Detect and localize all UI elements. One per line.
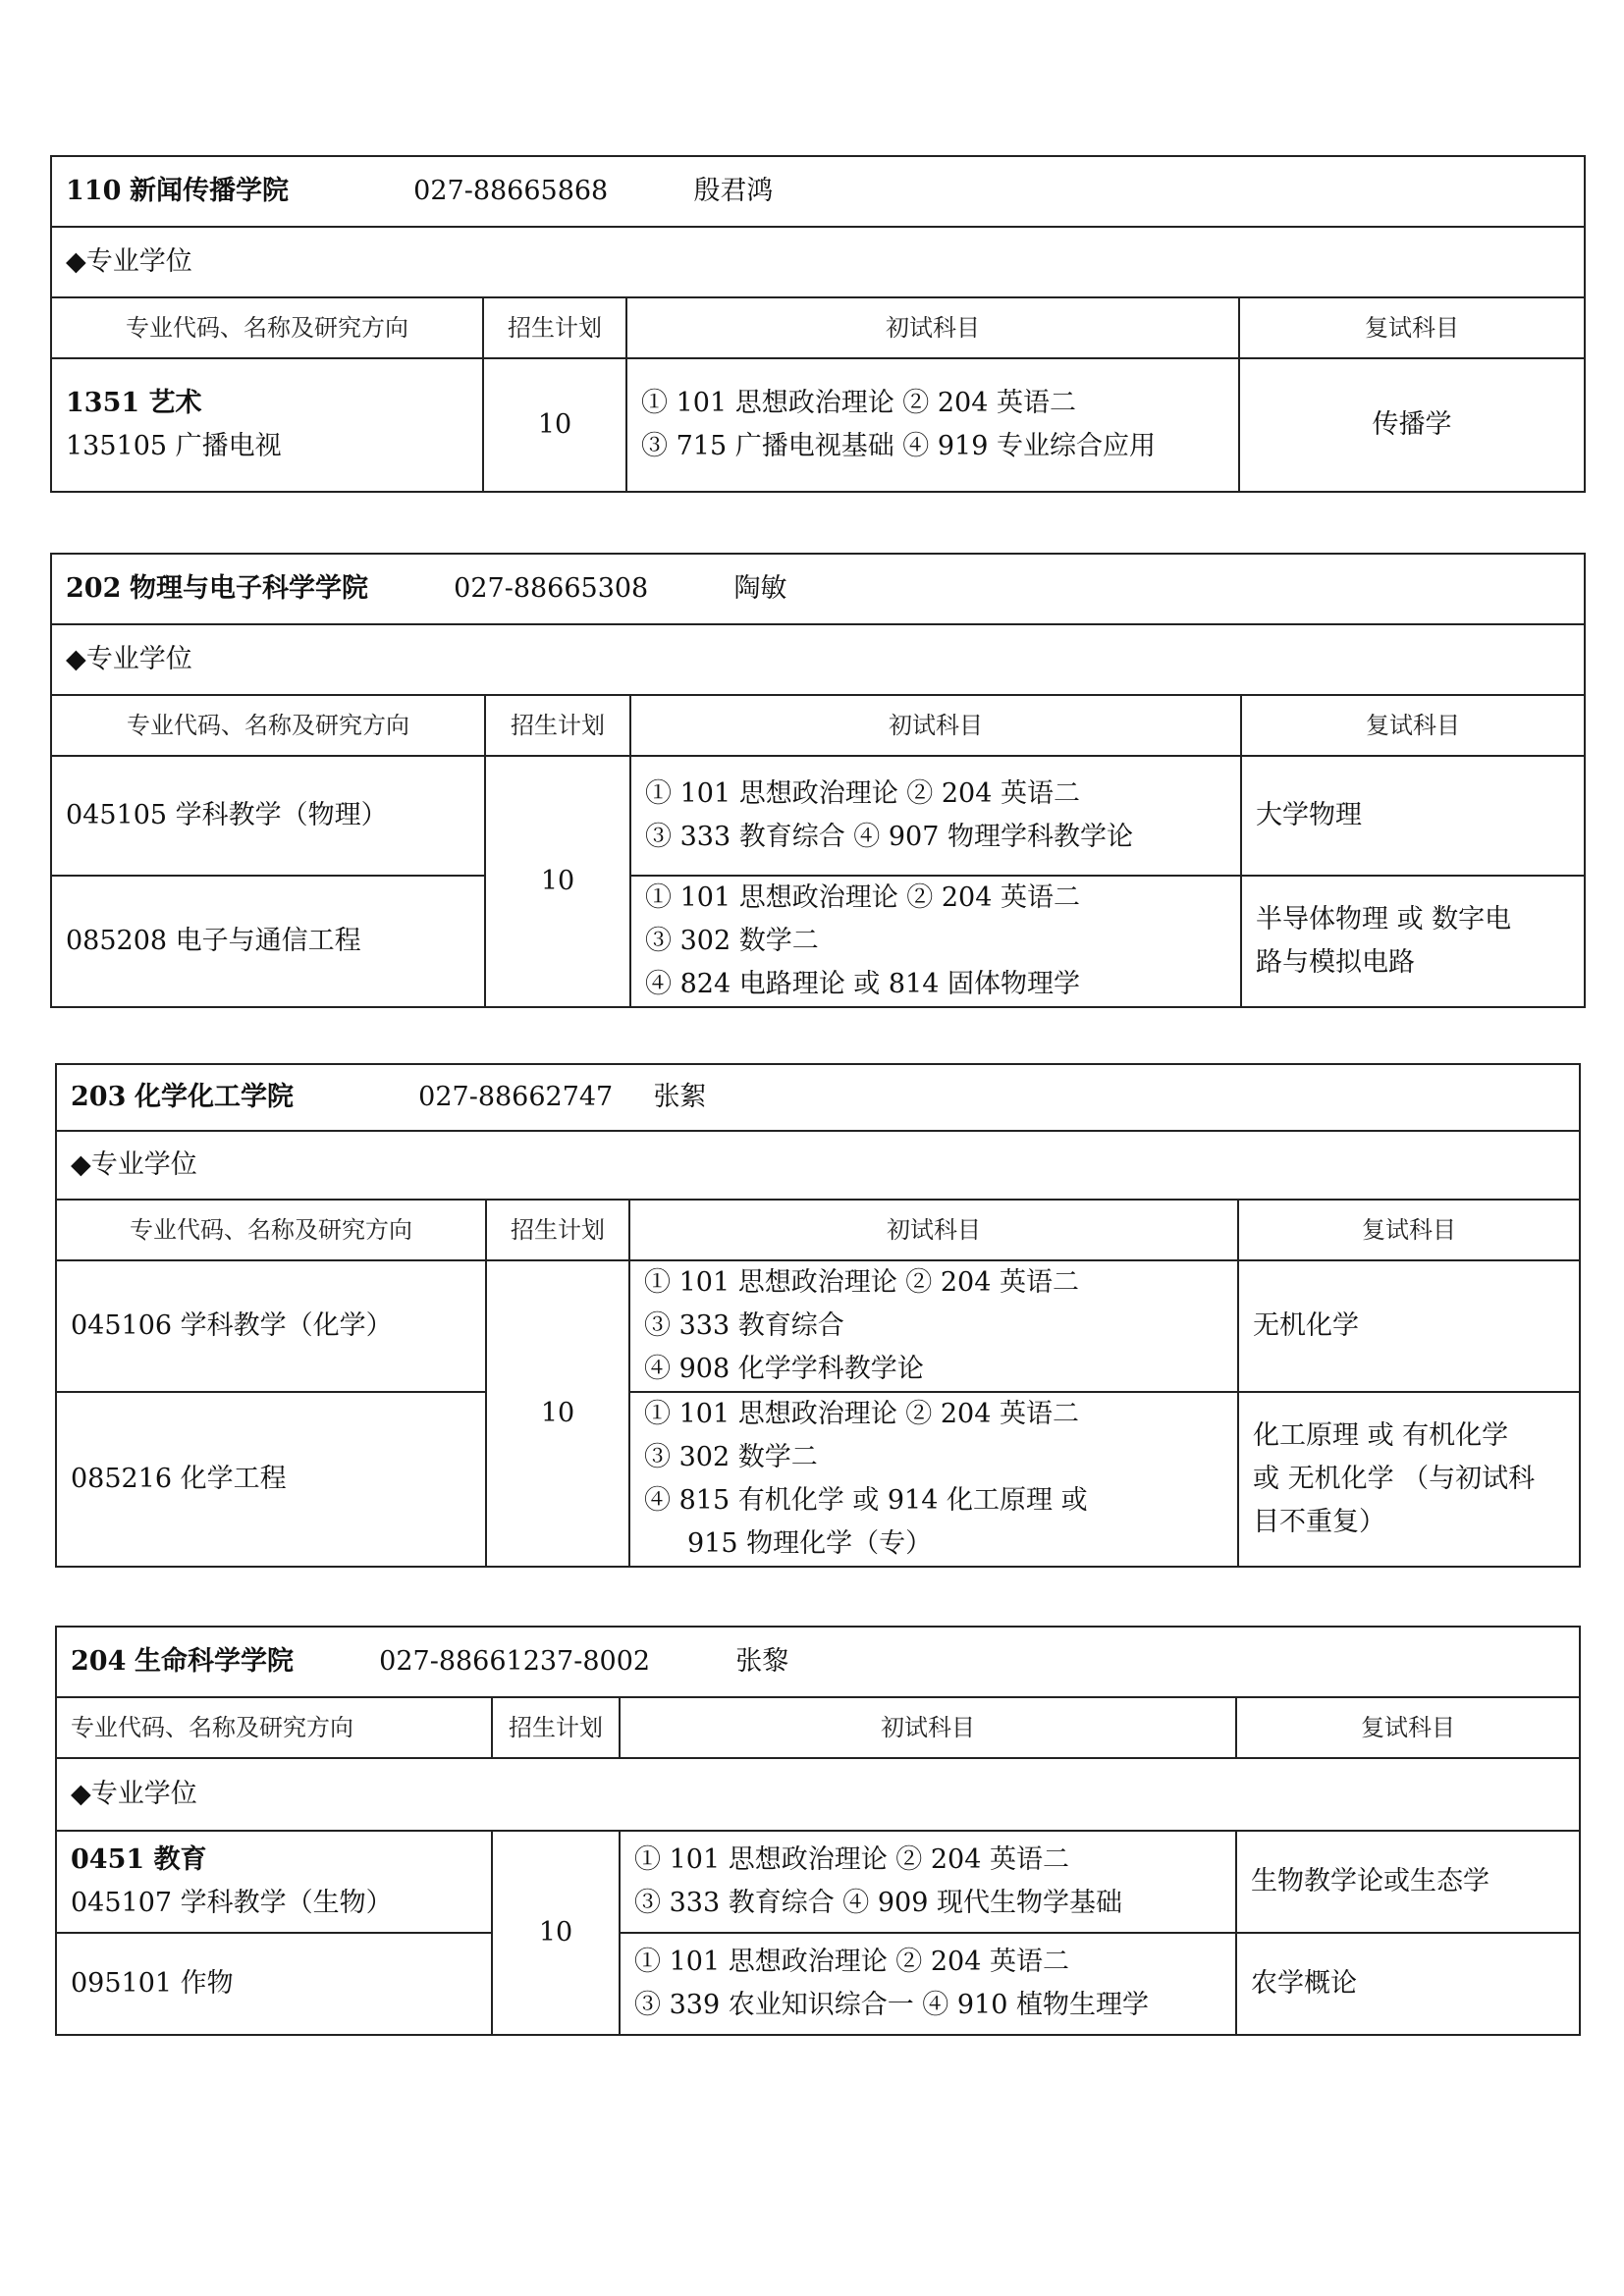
col-header-plan: 招生计划: [485, 695, 630, 756]
major-cell: [51, 358, 483, 492]
major-direction: 045107 学科教学（生物）: [71, 1888, 393, 1918]
exam-subjects: [630, 876, 1241, 1007]
exam-line: ④ 908 化学学科教学论: [644, 1354, 924, 1384]
major-cell: 085216 化学工程: [56, 1392, 486, 1567]
exam-line: ③ 339 农业知识综合一 ④ 910 植物生理学: [634, 1990, 1149, 2020]
col-header-code: 专业代码、名称及研究方向: [51, 297, 483, 358]
exam-subjects: [630, 756, 1241, 876]
section-header: [51, 554, 1585, 624]
degree-label: ◆专业学位: [51, 624, 1585, 695]
major-cell: 085208 电子与通信工程: [51, 876, 485, 1007]
dept-contact: 殷君鸿: [693, 176, 774, 206]
exam-line: ① 101 思想政治理论 ② 204 英语二: [644, 1399, 1079, 1429]
degree-label: ◆专业学位: [56, 1758, 1580, 1831]
dept-phone: 027-88662747: [418, 1082, 614, 1112]
retest-subject: 农学概论: [1236, 1933, 1580, 2035]
enroll-plan: 10: [485, 756, 630, 1007]
exam-line: ① 101 思想政治理论 ② 204 英语二: [645, 778, 1080, 809]
col-header-plan: 招生计划: [483, 297, 626, 358]
exam-line: ① 101 思想政治理论 ② 204 英语二: [634, 1844, 1069, 1875]
dept-contact: 张絮: [653, 1082, 707, 1112]
col-header-retest: 复试科目: [1239, 297, 1585, 358]
major-cell: [56, 1831, 492, 1933]
exam-subjects: [629, 1260, 1238, 1392]
col-header-initial: 初试科目: [629, 1200, 1238, 1260]
exam-line: ③ 333 教育综合 ④ 907 物理学科教学论: [645, 822, 1133, 852]
dept-contact: 张黎: [735, 1646, 789, 1677]
col-header-initial: 初试科目: [626, 297, 1239, 358]
enroll-plan: 10: [486, 1260, 629, 1567]
exam-line: ③ 302 数学二: [644, 1442, 818, 1472]
exam-line: ③ 333 教育综合 ④ 909 现代生物学基础: [634, 1888, 1122, 1918]
retest-subject: 传播学: [1239, 358, 1585, 492]
dept-code: 110: [66, 176, 122, 206]
major-category: 0451 教育: [71, 1844, 207, 1875]
dept-name: 新闻传播学院: [129, 176, 289, 206]
retest-line: 或 无机化学 （与初试科: [1253, 1464, 1536, 1494]
degree-label: ◆专业学位: [56, 1131, 1580, 1200]
col-header-initial: 初试科目: [620, 1697, 1236, 1758]
major-cell: 095101 作物: [56, 1933, 492, 2035]
retest-line: 路与模拟电路: [1256, 947, 1415, 978]
major-direction: 135105 广播电视: [66, 431, 282, 461]
retest-subject: [1241, 876, 1585, 1007]
section-204-table: [55, 1626, 1581, 2036]
major-cell: 045106 学科教学（化学）: [56, 1260, 486, 1392]
section-header: [56, 1627, 1580, 1697]
enroll-plan: 10: [483, 358, 626, 492]
section-110-table: [50, 155, 1586, 493]
enroll-plan: 10: [492, 1831, 620, 2035]
dept-code: 203: [71, 1082, 127, 1112]
exam-subjects: [629, 1392, 1238, 1567]
dept-code: 202: [66, 573, 122, 604]
degree-label: ◆专业学位: [51, 227, 1585, 297]
exam-line: ① 101 思想政治理论 ② 204 英语二: [641, 388, 1076, 418]
exam-subjects: [626, 358, 1239, 492]
retest-subject: [1238, 1392, 1580, 1567]
retest-subject: 无机化学: [1238, 1260, 1580, 1392]
exam-line: ① 101 思想政治理论 ② 204 英语二: [645, 882, 1080, 913]
dept-phone: 027-88665308: [454, 573, 649, 604]
section-202-table: [50, 553, 1586, 1008]
col-header-code: 专业代码、名称及研究方向: [56, 1200, 486, 1260]
exam-line: ③ 715 广播电视基础 ④ 919 专业综合应用: [641, 431, 1156, 461]
dept-name: 生命科学学院: [134, 1646, 294, 1677]
retest-line: 半导体物理 或 数字电: [1256, 904, 1512, 934]
dept-contact: 陶敏: [733, 573, 787, 604]
major-category: 1351 艺术: [66, 388, 202, 418]
dept-phone: 027-88665868: [413, 176, 609, 206]
col-header-plan: 招生计划: [492, 1697, 620, 1758]
col-header-code: 专业代码、名称及研究方向: [51, 695, 485, 756]
dept-phone: 027-88661237-8002: [379, 1646, 651, 1677]
retest-line: 目不重复）: [1253, 1507, 1385, 1537]
exam-line: ① 101 思想政治理论 ② 204 英语二: [644, 1267, 1079, 1298]
exam-line: ④ 824 电路理论 或 814 固体物理学: [645, 969, 1080, 999]
exam-line: ③ 302 数学二: [645, 926, 819, 956]
dept-code: 204: [71, 1646, 127, 1677]
col-header-retest: 复试科目: [1236, 1697, 1580, 1758]
exam-line: 915 物理化学（专）: [687, 1528, 933, 1559]
section-header: [51, 156, 1585, 227]
dept-name: 化学化工学院: [134, 1082, 294, 1112]
major-cell: 045105 学科教学（物理）: [51, 756, 485, 876]
col-header-plan: 招生计划: [486, 1200, 629, 1260]
section-203-table: [55, 1063, 1581, 1568]
col-header-initial: 初试科目: [630, 695, 1241, 756]
dept-name: 物理与电子科学学院: [129, 573, 368, 604]
retest-subject: 生物教学论或生态学: [1236, 1831, 1580, 1933]
exam-line: ④ 815 有机化学 或 914 化工原理 或: [644, 1485, 1088, 1516]
exam-line: ① 101 思想政治理论 ② 204 英语二: [634, 1947, 1069, 1977]
section-header: [56, 1064, 1580, 1131]
retest-line: 化工原理 或 有机化学: [1253, 1420, 1509, 1451]
col-header-code: 专业代码、名称及研究方向: [56, 1697, 492, 1758]
exam-subjects: [620, 1933, 1236, 2035]
col-header-retest: 复试科目: [1241, 695, 1585, 756]
retest-subject: 大学物理: [1241, 756, 1585, 876]
exam-line: ③ 333 教育综合: [644, 1310, 844, 1341]
col-header-retest: 复试科目: [1238, 1200, 1580, 1260]
exam-subjects: [620, 1831, 1236, 1933]
